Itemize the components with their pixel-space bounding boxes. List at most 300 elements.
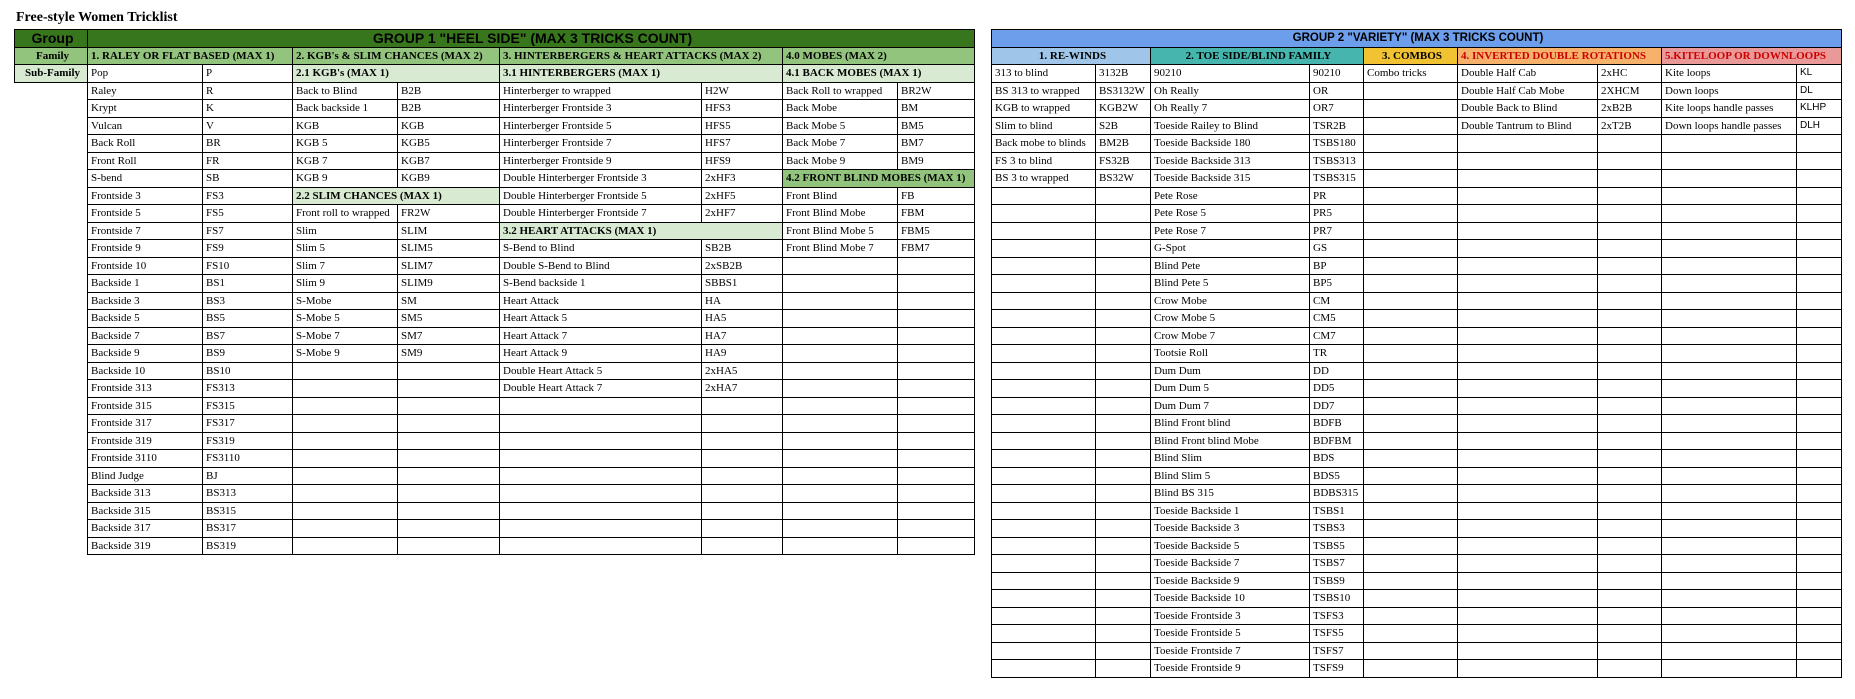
toeside-trick-code: BP <box>1310 257 1364 275</box>
empty-cell <box>15 432 88 450</box>
raley-trick-name: S-bend <box>88 170 203 188</box>
empty-cell <box>1096 642 1151 660</box>
empty-cell <box>15 380 88 398</box>
empty-cell <box>1662 555 1797 573</box>
empty-cell <box>1797 572 1842 590</box>
empty-cell <box>1598 502 1662 520</box>
backmobe-trick-code: BM9 <box>898 152 975 170</box>
empty-cell <box>1797 555 1842 573</box>
empty-cell <box>1662 537 1797 555</box>
inverted-trick-code: 2xHC <box>1598 65 1662 83</box>
empty-cell <box>783 432 898 450</box>
empty-cell <box>293 432 398 450</box>
empty-cell <box>1458 205 1598 223</box>
raley-trick-name: Vulcan <box>88 117 203 135</box>
slim-trick-code: SM7 <box>398 327 500 345</box>
raley-trick-code: R <box>203 82 293 100</box>
raley-trick-code: FS315 <box>203 397 293 415</box>
empty-cell <box>1364 275 1458 293</box>
raley-trick-name: Backside 313 <box>88 485 203 503</box>
empty-cell <box>992 590 1096 608</box>
empty-cell <box>500 432 702 450</box>
toeside-trick-name: Toeside Railey to Blind <box>1151 117 1310 135</box>
toeside-trick-code: PR7 <box>1310 222 1364 240</box>
empty-cell <box>1364 555 1458 573</box>
raley-trick-name: Backside 9 <box>88 345 203 363</box>
subfamily-backmobes: 4.1 BACK MOBES (MAX 1) <box>783 65 975 83</box>
toeside-trick-name: Dum Dum 7 <box>1151 397 1310 415</box>
raley-trick-name: Frontside 313 <box>88 380 203 398</box>
group-label: Group <box>15 30 88 48</box>
family-toeside: 2. TOE SIDE/BLIND FAMILY <box>1151 47 1364 65</box>
frontblind-trick-code: FBM7 <box>898 240 975 258</box>
heart-trick-code: 2xHA7 <box>702 380 783 398</box>
heart-trick-name: S-Bend to Blind <box>500 240 702 258</box>
raley-trick-code: SB <box>203 170 293 188</box>
toeside-trick-code: TSFS7 <box>1310 642 1364 660</box>
empty-cell <box>1364 222 1458 240</box>
empty-cell <box>1096 275 1151 293</box>
empty-cell <box>1458 660 1598 678</box>
slim-trick-name: S-Mobe 5 <box>293 310 398 328</box>
empty-cell <box>1096 397 1151 415</box>
kgb-trick-code: KGB <box>398 117 500 135</box>
raley-trick-code: K <box>203 100 293 118</box>
empty-cell <box>1096 572 1151 590</box>
empty-cell <box>1598 485 1662 503</box>
empty-cell <box>992 397 1096 415</box>
empty-cell <box>783 397 898 415</box>
empty-cell <box>1364 152 1458 170</box>
rewind-trick-name: 313 to blind <box>992 65 1096 83</box>
empty-cell <box>1662 240 1797 258</box>
empty-cell <box>1662 520 1797 538</box>
raley-trick-code: FS5 <box>203 205 293 223</box>
toeside-trick-code: TR <box>1310 345 1364 363</box>
empty-cell <box>1364 380 1458 398</box>
empty-cell <box>898 362 975 380</box>
hinter-trick-code: 2xHF7 <box>702 205 783 223</box>
kgb-trick-code: KGB9 <box>398 170 500 188</box>
hinter-trick-code: 2xHF5 <box>702 187 783 205</box>
empty-cell <box>1096 257 1151 275</box>
empty-cell <box>702 520 783 538</box>
empty-cell <box>1096 485 1151 503</box>
empty-cell <box>1797 310 1842 328</box>
subfamily-frontblind: 4.2 FRONT BLIND MOBES (MAX 1) <box>783 170 975 188</box>
raley-trick-code: FS319 <box>203 432 293 450</box>
frontblind-trick-name: Front Blind Mobe 5 <box>783 222 898 240</box>
inverted-trick-code: 2xT2B <box>1598 117 1662 135</box>
empty-cell <box>1096 450 1151 468</box>
empty-cell <box>500 450 702 468</box>
hinter-trick-name: Hinterberger to wrapped <box>500 82 702 100</box>
raley-trick-code: FR <box>203 152 293 170</box>
raley-trick-name: Frontside 315 <box>88 397 203 415</box>
raley-trick-name: Raley <box>88 82 203 100</box>
empty-cell <box>1662 660 1797 678</box>
empty-cell <box>1364 625 1458 643</box>
empty-cell <box>1458 642 1598 660</box>
empty-cell <box>15 222 88 240</box>
empty-cell <box>992 660 1096 678</box>
slim-trick-code: SLIM5 <box>398 240 500 258</box>
empty-cell <box>1598 135 1662 153</box>
toeside-trick-code: TSBS5 <box>1310 537 1364 555</box>
toeside-trick-code: 90210 <box>1310 65 1364 83</box>
empty-cell <box>1662 380 1797 398</box>
empty-cell <box>1458 187 1598 205</box>
heart-trick-code: SBBS1 <box>702 275 783 293</box>
inverted-trick-code: 2XHCM <box>1598 82 1662 100</box>
toeside-trick-name: Toeside Frontside 5 <box>1151 625 1310 643</box>
raley-trick-code: BS315 <box>203 502 293 520</box>
raley-trick-code: BJ <box>203 467 293 485</box>
empty-cell <box>702 485 783 503</box>
empty-cell <box>1598 187 1662 205</box>
rewind-trick-code: KGB2W <box>1096 100 1151 118</box>
empty-cell <box>1797 135 1842 153</box>
toeside-trick-code: CM <box>1310 292 1364 310</box>
heart-trick-code: SB2B <box>702 240 783 258</box>
heart-trick-code: 2xHA5 <box>702 362 783 380</box>
toeside-trick-name: Oh Really <box>1151 82 1310 100</box>
raley-trick-code: P <box>203 65 293 83</box>
empty-cell <box>1598 555 1662 573</box>
empty-cell <box>398 450 500 468</box>
family-label: Family <box>15 47 88 65</box>
toeside-trick-name: Toeside Backside 7 <box>1151 555 1310 573</box>
empty-cell <box>1364 100 1458 118</box>
empty-cell <box>398 415 500 433</box>
empty-cell <box>992 642 1096 660</box>
frontblind-trick-name: Front Blind Mobe 7 <box>783 240 898 258</box>
empty-cell <box>15 117 88 135</box>
raley-trick-name: Frontside 317 <box>88 415 203 433</box>
empty-cell <box>992 450 1096 468</box>
heart-trick-code: HA <box>702 292 783 310</box>
empty-cell <box>293 380 398 398</box>
toeside-trick-code: DD5 <box>1310 380 1364 398</box>
toeside-trick-code: OR7 <box>1310 100 1364 118</box>
empty-cell <box>1096 222 1151 240</box>
backmobe-trick-code: BM <box>898 100 975 118</box>
empty-cell <box>992 292 1096 310</box>
empty-cell <box>783 257 898 275</box>
toeside-trick-code: TSFS5 <box>1310 625 1364 643</box>
empty-cell <box>1458 257 1598 275</box>
empty-cell <box>992 187 1096 205</box>
empty-cell <box>1364 187 1458 205</box>
empty-cell <box>500 485 702 503</box>
empty-cell <box>1598 345 1662 363</box>
rewind-trick-name: Slim to blind <box>992 117 1096 135</box>
slim-trick-code: SLIM <box>398 222 500 240</box>
toeside-trick-name: G-Spot <box>1151 240 1310 258</box>
empty-cell <box>898 327 975 345</box>
empty-cell <box>15 205 88 223</box>
toeside-trick-name: Blind Pete <box>1151 257 1310 275</box>
toeside-trick-code: TSFS9 <box>1310 660 1364 678</box>
heart-trick-name: Heart Attack 5 <box>500 310 702 328</box>
slim-trick-name: Slim 5 <box>293 240 398 258</box>
backmobe-trick-code: BR2W <box>898 82 975 100</box>
toeside-trick-code: BDBS315 <box>1310 485 1364 503</box>
toeside-trick-code: DD7 <box>1310 397 1364 415</box>
empty-cell <box>1096 625 1151 643</box>
subfamily-slim: 2.2 SLIM CHANCES (MAX 1) <box>293 187 500 205</box>
empty-cell <box>898 257 975 275</box>
empty-cell <box>1662 152 1797 170</box>
group1-title: GROUP 1 "HEEL SIDE" (MAX 3 TRICKS COUNT) <box>88 30 975 48</box>
toeside-trick-name: Toeside Frontside 9 <box>1151 660 1310 678</box>
empty-cell <box>1797 520 1842 538</box>
empty-cell <box>1662 187 1797 205</box>
heart-trick-name: S-Bend backside 1 <box>500 275 702 293</box>
raley-trick-code: FS10 <box>203 257 293 275</box>
heart-trick-code: HA5 <box>702 310 783 328</box>
hinter-trick-name: Hinterberger Frontside 3 <box>500 100 702 118</box>
empty-cell <box>293 450 398 468</box>
empty-cell <box>1364 572 1458 590</box>
toeside-trick-name: Toeside Backside 9 <box>1151 572 1310 590</box>
raley-trick-name: Backside 3 <box>88 292 203 310</box>
group2-title: GROUP 2 "VARIETY" (MAX 3 TRICKS COUNT) <box>992 30 1842 48</box>
empty-cell <box>898 380 975 398</box>
empty-cell <box>702 432 783 450</box>
empty-cell <box>1598 537 1662 555</box>
empty-cell <box>992 240 1096 258</box>
empty-cell <box>1797 450 1842 468</box>
empty-cell <box>898 467 975 485</box>
empty-cell <box>1458 467 1598 485</box>
family-rewinds: 1. RE-WINDS <box>992 47 1151 65</box>
empty-cell <box>898 345 975 363</box>
toeside-trick-code: OR <box>1310 82 1364 100</box>
empty-cell <box>398 432 500 450</box>
empty-cell <box>1364 362 1458 380</box>
subfamily-hinter: 3.1 HINTERBERGERS (MAX 1) <box>500 65 783 83</box>
empty-cell <box>783 380 898 398</box>
raley-trick-code: FS7 <box>203 222 293 240</box>
empty-cell <box>1458 362 1598 380</box>
raley-trick-code: FS9 <box>203 240 293 258</box>
empty-cell <box>1364 450 1458 468</box>
raley-trick-code: FS313 <box>203 380 293 398</box>
toeside-trick-code: TSBS3 <box>1310 520 1364 538</box>
empty-cell <box>898 537 975 555</box>
empty-cell <box>500 397 702 415</box>
toeside-trick-name: Blind Slim <box>1151 450 1310 468</box>
empty-cell <box>1662 432 1797 450</box>
raley-trick-name: Frontside 3110 <box>88 450 203 468</box>
empty-cell <box>1662 345 1797 363</box>
hinter-trick-code: HFS7 <box>702 135 783 153</box>
empty-cell <box>1458 450 1598 468</box>
frontblind-trick-code: FBM5 <box>898 222 975 240</box>
empty-cell <box>1598 170 1662 188</box>
toeside-trick-name: Tootsie Roll <box>1151 345 1310 363</box>
empty-cell <box>1364 397 1458 415</box>
document-title: Free-style Women Tricklist <box>16 10 178 25</box>
empty-cell <box>1364 292 1458 310</box>
raley-trick-name: Backside 1 <box>88 275 203 293</box>
toeside-trick-name: Toeside Backside 5 <box>1151 537 1310 555</box>
empty-cell <box>1797 660 1842 678</box>
family-raley: 1. RALEY OR FLAT BASED (MAX 1) <box>88 47 293 65</box>
empty-cell <box>783 520 898 538</box>
empty-cell <box>1364 240 1458 258</box>
rewind-trick-name: BS 313 to wrapped <box>992 82 1096 100</box>
empty-cell <box>293 397 398 415</box>
toeside-trick-name: Dum Dum 5 <box>1151 380 1310 398</box>
toeside-trick-name: Crow Mobe <box>1151 292 1310 310</box>
empty-cell <box>1598 152 1662 170</box>
raley-trick-name: Frontside 10 <box>88 257 203 275</box>
empty-cell <box>1797 205 1842 223</box>
frontblind-trick-name: Front Blind Mobe <box>783 205 898 223</box>
toeside-trick-code: TSBS1 <box>1310 502 1364 520</box>
empty-cell <box>1797 170 1842 188</box>
empty-cell <box>1096 187 1151 205</box>
empty-cell <box>398 467 500 485</box>
slim-trick-name: Slim <box>293 222 398 240</box>
empty-cell <box>1797 240 1842 258</box>
empty-cell <box>1797 257 1842 275</box>
empty-cell <box>293 537 398 555</box>
empty-cell <box>1096 292 1151 310</box>
inverted-trick-code: 2xB2B <box>1598 100 1662 118</box>
empty-cell <box>15 240 88 258</box>
empty-cell <box>992 555 1096 573</box>
empty-cell <box>898 292 975 310</box>
empty-cell <box>15 397 88 415</box>
combo-trick: Combo tricks <box>1364 65 1458 83</box>
empty-cell <box>992 485 1096 503</box>
toeside-trick-name: Toeside Frontside 3 <box>1151 607 1310 625</box>
rewind-trick-code: 3132B <box>1096 65 1151 83</box>
empty-cell <box>898 397 975 415</box>
empty-cell <box>1797 292 1842 310</box>
hinter-trick-name: Hinterberger Frontside 7 <box>500 135 702 153</box>
empty-cell <box>293 502 398 520</box>
empty-cell <box>992 257 1096 275</box>
empty-cell <box>15 257 88 275</box>
family-hinter: 3. HINTERBERGERS & HEART ATTACKS (MAX 2) <box>500 47 783 65</box>
empty-cell <box>1096 327 1151 345</box>
empty-cell <box>1364 432 1458 450</box>
toeside-trick-code: PR <box>1310 187 1364 205</box>
empty-cell <box>992 572 1096 590</box>
empty-cell <box>702 537 783 555</box>
hinter-trick-name: Double Hinterberger Frontside 3 <box>500 170 702 188</box>
group1-table <box>14 29 975 555</box>
empty-cell <box>1662 607 1797 625</box>
empty-cell <box>783 275 898 293</box>
raley-trick-code: BR <box>203 135 293 153</box>
empty-cell <box>500 520 702 538</box>
toeside-trick-code: TSR2B <box>1310 117 1364 135</box>
frontblind-trick-name: Front Blind <box>783 187 898 205</box>
empty-cell <box>1458 345 1598 363</box>
empty-cell <box>1662 327 1797 345</box>
empty-cell <box>1662 467 1797 485</box>
empty-cell <box>992 205 1096 223</box>
empty-cell <box>702 415 783 433</box>
empty-cell <box>15 537 88 555</box>
backmobe-trick-name: Back Mobe 9 <box>783 152 898 170</box>
empty-cell <box>15 275 88 293</box>
empty-cell <box>992 222 1096 240</box>
empty-cell <box>1662 572 1797 590</box>
toeside-trick-code: BDS5 <box>1310 467 1364 485</box>
empty-cell <box>1662 397 1797 415</box>
empty-cell <box>1096 555 1151 573</box>
empty-cell <box>898 450 975 468</box>
empty-cell <box>992 625 1096 643</box>
empty-cell <box>15 135 88 153</box>
empty-cell <box>15 345 88 363</box>
empty-cell <box>1662 502 1797 520</box>
empty-cell <box>1797 485 1842 503</box>
kite-trick-name: Kite loops handle passes <box>1662 100 1797 118</box>
empty-cell <box>1458 432 1598 450</box>
rewind-trick-name: Back mobe to blinds <box>992 135 1096 153</box>
group2-table <box>991 29 1842 678</box>
subfamily-heart: 3.2 HEART ATTACKS (MAX 1) <box>500 222 783 240</box>
empty-cell <box>15 520 88 538</box>
toeside-trick-name: Blind Slim 5 <box>1151 467 1310 485</box>
empty-cell <box>1096 467 1151 485</box>
family-combos: 3. COMBOS <box>1364 47 1458 65</box>
family-mobes: 4.0 MOBES (MAX 2) <box>783 47 975 65</box>
rewind-trick-name: KGB to wrapped <box>992 100 1096 118</box>
empty-cell <box>992 275 1096 293</box>
empty-cell <box>898 415 975 433</box>
empty-cell <box>15 292 88 310</box>
empty-cell <box>500 415 702 433</box>
empty-cell <box>1598 660 1662 678</box>
empty-cell <box>898 310 975 328</box>
empty-cell <box>1662 415 1797 433</box>
empty-cell <box>15 170 88 188</box>
empty-cell <box>1598 380 1662 398</box>
slim-trick-name: S-Mobe <box>293 292 398 310</box>
kite-trick-name: Kite loops <box>1662 65 1797 83</box>
empty-cell <box>15 310 88 328</box>
empty-cell <box>1096 310 1151 328</box>
hinter-trick-code: HFS9 <box>702 152 783 170</box>
kgb-trick-name: KGB 7 <box>293 152 398 170</box>
empty-cell <box>992 362 1096 380</box>
empty-cell <box>1598 432 1662 450</box>
empty-cell <box>1598 642 1662 660</box>
empty-cell <box>398 520 500 538</box>
empty-cell <box>1797 415 1842 433</box>
raley-trick-name: Frontside 5 <box>88 205 203 223</box>
slim-trick-name: Slim 9 <box>293 275 398 293</box>
backmobe-trick-code: BM7 <box>898 135 975 153</box>
empty-cell <box>1797 537 1842 555</box>
empty-cell <box>293 467 398 485</box>
rewind-trick-code: BS3132W <box>1096 82 1151 100</box>
inverted-trick-name: Double Back to Blind <box>1458 100 1598 118</box>
hinter-trick-code: HFS5 <box>702 117 783 135</box>
empty-cell <box>1662 625 1797 643</box>
kite-trick-code: DL <box>1797 82 1842 100</box>
raley-trick-name: Backside 7 <box>88 327 203 345</box>
raley-trick-code: BS3 <box>203 292 293 310</box>
